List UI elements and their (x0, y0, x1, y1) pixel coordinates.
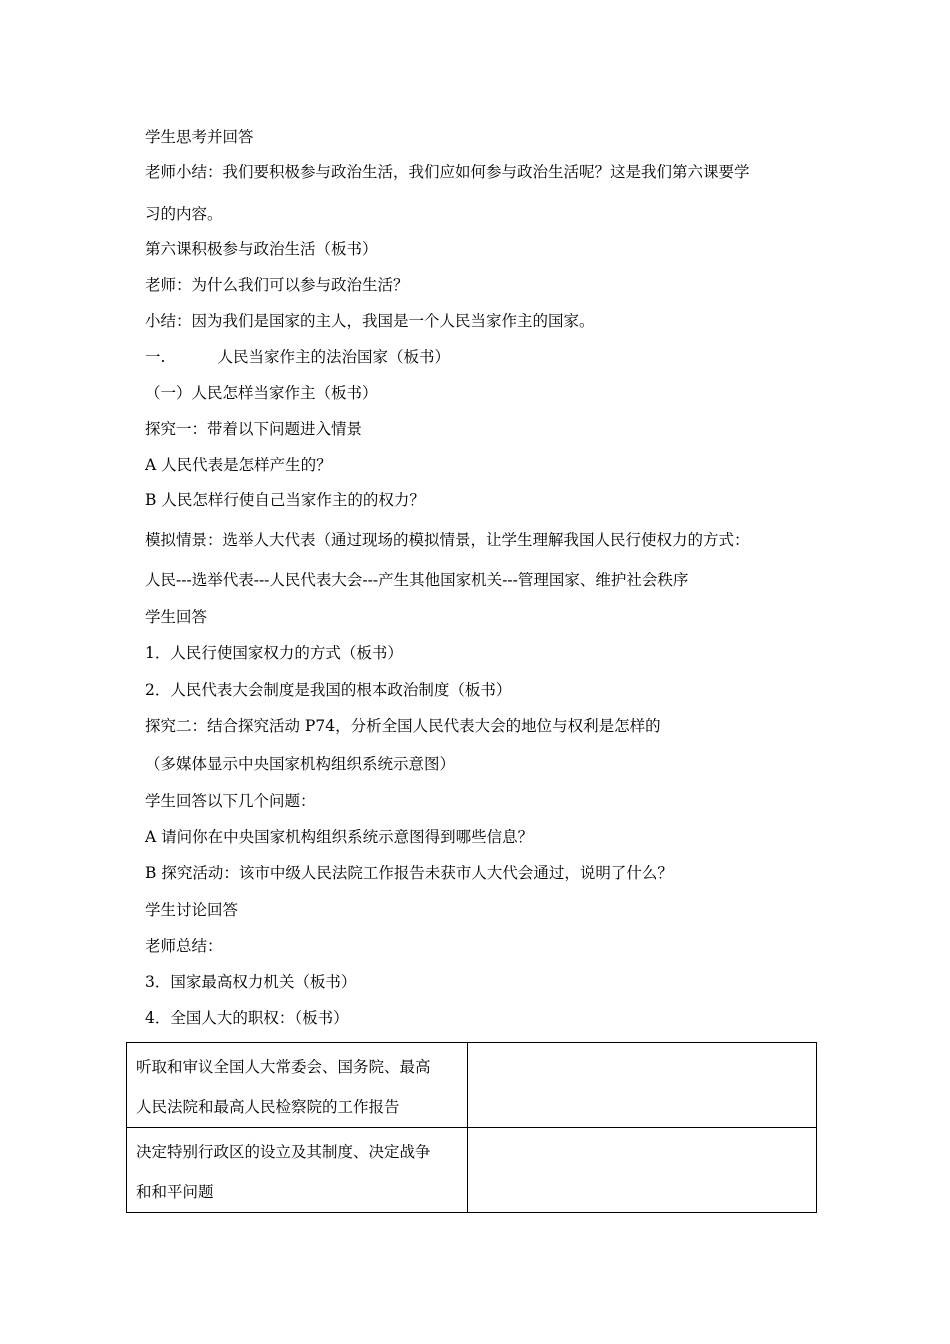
subsection-heading: （一）人民怎样当家作主（板书） (145, 384, 378, 402)
cell-line: 和和平问题 (136, 1183, 214, 1201)
text-line: 老师小结：我们要积极参与政治生活，我们应如何参与政治生活呢？这是我们第六课要学 (145, 163, 750, 181)
numbered-item: 2．人民代表大会制度是我国的根本政治制度（板书） (145, 681, 512, 699)
numbered-item: 3．国家最高权力机关（板书） (145, 973, 357, 991)
table-row (127, 1043, 817, 1128)
numbered-item: 1．人民行使国家权力的方式（板书） (145, 644, 403, 662)
text-line: 学生回答 (145, 608, 208, 626)
text-line: 老师：为什么我们可以参与政治生活？ (145, 276, 409, 294)
question-item: A 人民代表是怎样产生的？ (145, 456, 332, 474)
text-line: 探究一：带着以下问题进入情景 (145, 420, 363, 438)
text-line: 人民---选举代表---人民代表大会---产生其他国家机关---管理国家、维护社会秩序 (145, 571, 689, 589)
table-cell-empty (468, 1128, 817, 1213)
table-cell (127, 1128, 468, 1213)
cell-line: 听取和审议全国人大常委会、国务院、最高 (136, 1058, 431, 1076)
section-title: 人民当家作主的法治国家（板书） (217, 348, 450, 366)
cell-line: 人民法院和最高人民检察院的工作报告 (136, 1098, 400, 1116)
text-line: 学生思考并回答 (145, 128, 254, 146)
table-row (127, 1128, 817, 1213)
numbered-item: 4．全国人大的职权：（板书） (145, 1009, 349, 1027)
question-item: A 请问你在中央国家机构组织系统示意图得到哪些信息？ (145, 828, 534, 846)
text-line: 老师总结： (145, 937, 223, 955)
table-cell (127, 1043, 468, 1128)
text-line: 小结：因为我们是国家的主人，我国是一个人民当家作主的国家。 (145, 312, 595, 330)
table-cell-empty (468, 1043, 817, 1128)
section-number: 一. (145, 348, 166, 366)
text-line: 模拟情景：选举人大代表（通过现场的模拟情景，让学生理解我国人民行使权力的方式： (145, 531, 750, 549)
text-line: 习的内容。 (145, 205, 223, 223)
section-heading (145, 347, 450, 367)
text-line: 学生讨论回答 (145, 901, 239, 919)
text-line: （多媒体显示中央国家机构组织系统示意图） (145, 755, 456, 773)
powers-table (126, 1042, 817, 1213)
cell-line: 决定特别行政区的设立及其制度、决定战争 (136, 1143, 431, 1161)
question-item: B 探究活动：该市中级人民法院工作报告未获市人大代会通过，说明了什么？ (145, 864, 673, 882)
text-line: 探究二：结合探究活动 P74，分析全国人民代表大会的地位与权利是怎样的 (145, 717, 661, 735)
question-item: B 人民怎样行使自己当家作主的的权力？ (145, 491, 425, 509)
lesson-title: 第六课积极参与政治生活（板书） (145, 240, 378, 258)
text-line: 学生回答以下几个问题： (145, 792, 316, 810)
